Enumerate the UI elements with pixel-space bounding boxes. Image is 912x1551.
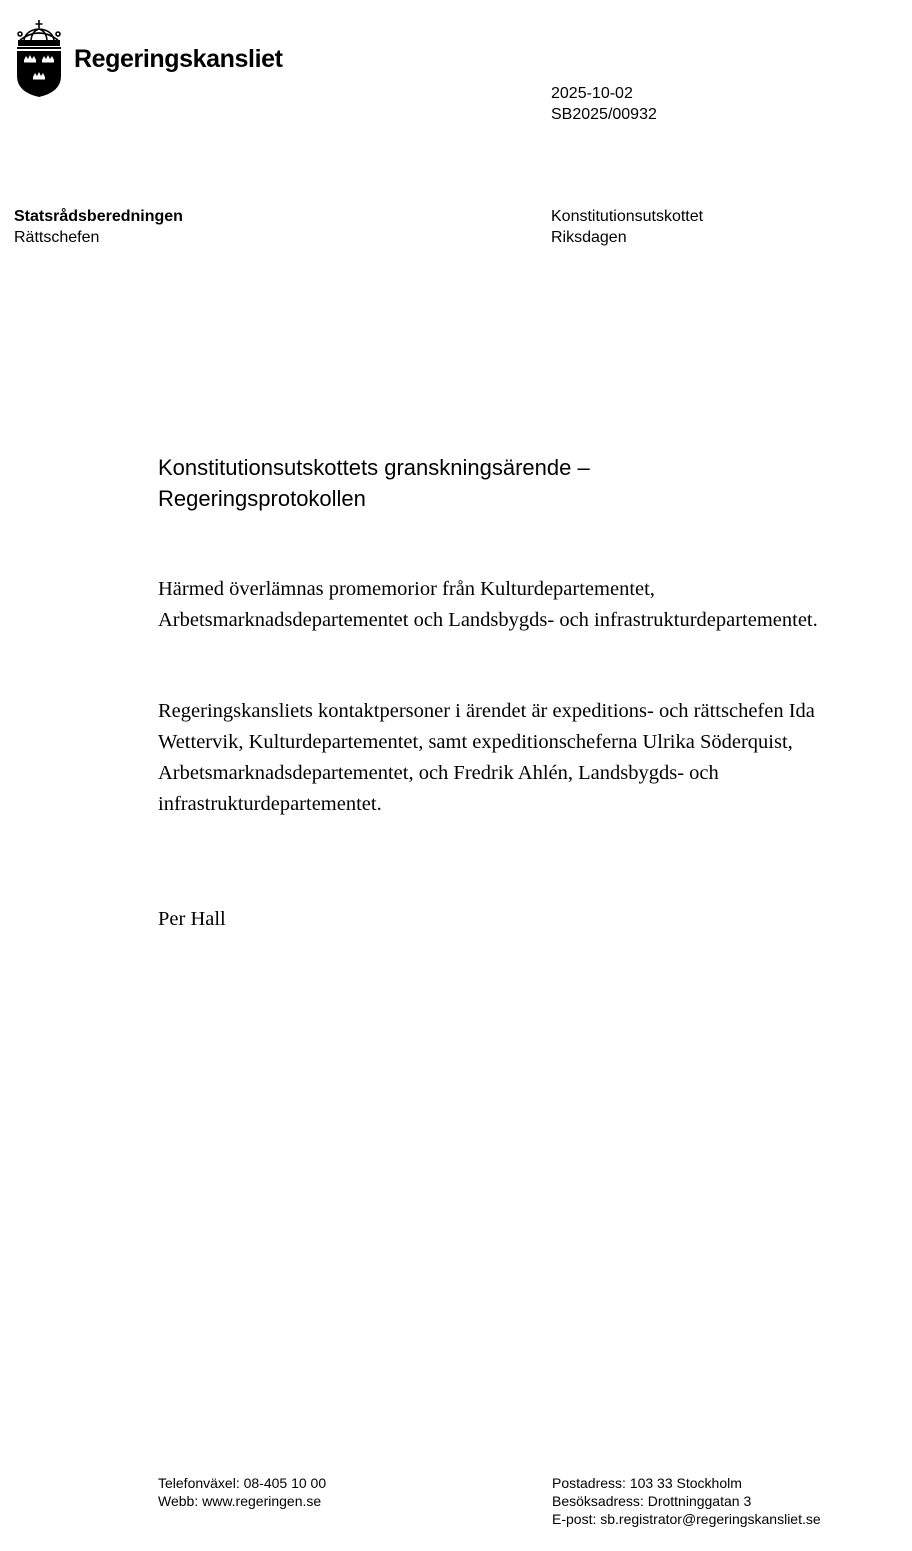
footer-addresses — [552, 1474, 821, 1528]
sender-block — [14, 206, 183, 248]
recipient-name: Konstitutionsutskottet — [551, 208, 704, 225]
document-meta — [551, 83, 657, 125]
crown-shield-icon — [14, 18, 64, 98]
organization-name: Regeringskansliet — [74, 45, 283, 73]
body-paragraph-1: Härmed överlämnas promemorior från Kulturdepartementet, Arbetsmarknadsdepartementet och Landsbygds- och infrastrukturdepartementet. — [158, 578, 818, 631]
footer-email: E-post: sb.registrator@regeringskansliet.se — [552, 1511, 821, 1527]
sender-department: Statsrådsberedningen — [14, 208, 183, 225]
signature-name: Per Hall — [158, 908, 226, 930]
recipient-block — [551, 206, 703, 248]
footer-switchboard: Telefonväxel: 08-405 10 00 — [158, 1475, 327, 1491]
recipient-organization: Riksdagen — [551, 229, 627, 246]
footer-postal-address: Postadress: 103 33 Stockholm — [552, 1475, 742, 1491]
document-reference: SB2025/00932 — [551, 106, 657, 123]
body-paragraph-2: Regeringskansliets kontaktpersoner i ärendet är expeditions- och rättschefen Ida Wettervik, Kulturdepartementet, samt expeditionscheferna Ulrika Söderquist, Arbetsmarknadsdepartementet, och Fredrik Ahlén, Landsbygds- och infrastrukturdepartementet. — [158, 700, 815, 815]
document-date: 2025-10-02 — [551, 85, 633, 102]
subject-line-2: Regeringsprotokollen — [158, 486, 366, 511]
subject-heading — [158, 452, 858, 514]
government-logo — [14, 18, 64, 98]
footer-visiting-address: Besöksadress: Drottninggatan 3 — [552, 1493, 752, 1509]
footer-contact — [158, 1474, 326, 1510]
sender-unit: Rättschefen — [14, 229, 100, 246]
footer-web: Webb: www.regeringen.se — [158, 1493, 322, 1509]
subject-line-1: Konstitutionsutskottets granskningsärende – — [158, 455, 590, 480]
